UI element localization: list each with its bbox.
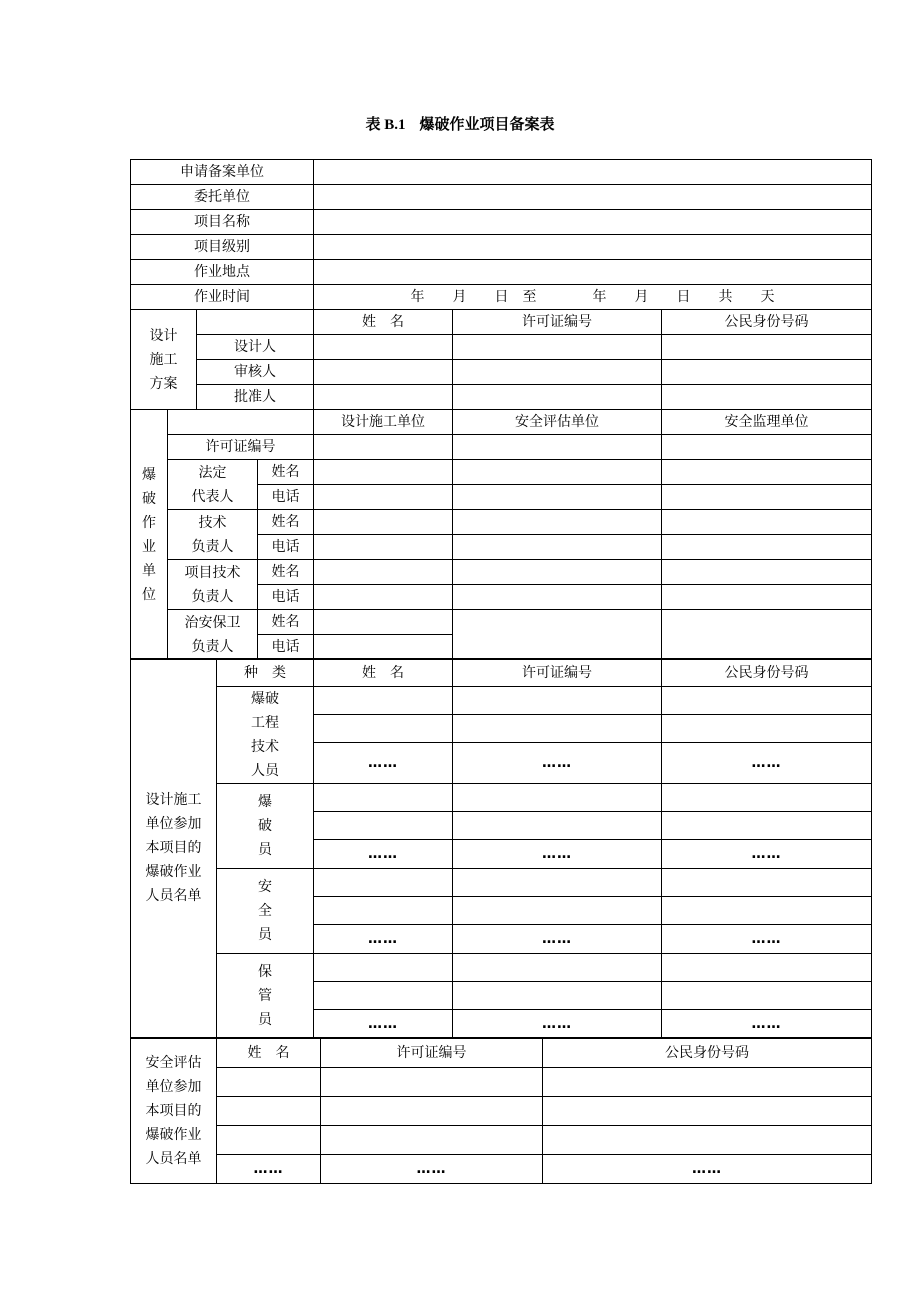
plan-col-license: 许可证编号 [453,310,662,335]
name-field[interactable] [314,869,453,897]
tech-name-assess[interactable] [453,510,662,535]
approver-id-field[interactable] [662,385,872,410]
project-tech-phone-design[interactable] [314,585,453,610]
staff-section-label [131,659,217,1038]
license-field[interactable] [321,1097,543,1126]
unit-license-design[interactable] [314,435,453,460]
staff-label-line: 单位参加 [145,816,202,832]
category-char: 员 [258,927,272,943]
unit-label-char: 爆 [142,466,156,483]
project-name-field[interactable] [314,210,872,235]
plan-section-label [131,310,197,410]
staff-label-line: 爆破作业 [145,864,202,880]
id-field[interactable] [543,1126,872,1155]
tech-lead-line: 负责人 [191,538,234,555]
license-field[interactable] [453,982,662,1010]
tech-phone-supervise[interactable] [662,535,872,560]
site-field[interactable] [314,260,872,285]
project-tech-phone-assess[interactable] [453,585,662,610]
ellipsis: …… [321,1155,543,1184]
plan-col-name: 姓 名 [314,310,453,335]
site-label: 作业地点 [131,260,314,285]
name-field[interactable] [314,897,453,925]
project-tech-lead-line: 项目技术 [184,564,241,581]
name-field[interactable] [217,1097,321,1126]
project-tech-name-design[interactable] [314,560,453,585]
unit-license-supervise[interactable] [662,435,872,460]
approver-license-field[interactable] [453,385,662,410]
category-blaster-label [217,784,314,869]
category-char: 管 [258,987,272,1004]
assess-section-label [131,1039,217,1184]
staff-table [130,658,872,1038]
name-field[interactable] [217,1068,321,1097]
project-tech-name-supervise[interactable] [662,560,872,585]
assess-label-line: 爆破作业 [145,1127,202,1143]
tech-phone-assess[interactable] [453,535,662,560]
legal-rep-line: 代表人 [191,488,234,505]
ellipsis: …… [543,1155,872,1184]
id-field[interactable] [662,869,872,897]
staff-col-name: 姓 名 [314,659,453,687]
assess-label-line: 单位参加 [145,1079,202,1095]
name-field[interactable] [314,954,453,982]
unit-license-label: 许可证编号 [168,435,314,460]
id-field[interactable] [662,687,872,715]
approver-name-field[interactable] [314,385,453,410]
ellipsis: …… [662,840,872,869]
license-field[interactable] [453,687,662,715]
tech-phone-label: 电话 [258,535,314,560]
security-supervise-blank [662,610,872,660]
project-level-field[interactable] [314,235,872,260]
table-number: 表 B.1 [365,117,406,133]
security-name-design[interactable] [314,610,453,635]
name-field[interactable] [314,784,453,812]
ellipsis: …… [453,743,662,784]
legal-rep-label [168,460,258,510]
project-level-label: 项目级别 [131,235,314,260]
security-assess-blank [453,610,662,660]
ellipsis: …… [314,925,453,954]
security-lead-label [168,610,258,660]
id-field[interactable] [543,1068,872,1097]
plan-label-line: 方案 [149,375,178,392]
license-field[interactable] [453,897,662,925]
name-field[interactable] [314,812,453,840]
project-tech-name-label: 姓名 [258,560,314,585]
legal-name-label: 姓名 [258,460,314,485]
category-keeper-label [217,954,314,1038]
security-phone-design[interactable] [314,635,453,660]
ellipsis: …… [314,840,453,869]
legal-name-design[interactable] [314,460,453,485]
plan-corner [197,310,314,335]
unit-col-supervise: 安全监理单位 [662,410,872,435]
tech-name-supervise[interactable] [662,510,872,535]
staff-label-line: 本项目的 [145,840,202,856]
assess-label-line: 人员名单 [145,1151,202,1167]
category-char: 全 [258,903,272,919]
applicant-label: 申请备案单位 [131,160,314,185]
ellipsis: …… [314,1010,453,1038]
tech-name-design[interactable] [314,510,453,535]
category-char: 工程 [251,715,279,731]
legal-phone-supervise[interactable] [662,485,872,510]
legal-name-supervise[interactable] [662,460,872,485]
ellipsis: …… [217,1155,321,1184]
ellipsis: …… [453,840,662,869]
assess-table [130,1038,872,1184]
legal-phone-label: 电话 [258,485,314,510]
category-char: 破 [258,818,272,834]
designer-license-field[interactable] [453,335,662,360]
time-field[interactable]: 年 月 日 至 年 月 日 共 天 [314,285,872,310]
legal-phone-assess[interactable] [453,485,662,510]
tech-lead-line: 技术 [198,514,227,531]
name-field[interactable] [314,982,453,1010]
main-table [130,159,872,660]
license-field[interactable] [453,715,662,743]
category-char: 保 [258,963,272,980]
id-field[interactable] [662,982,872,1010]
table-name: 爆破作业项目备案表 [419,115,555,133]
category-engineer-label [217,687,314,784]
project-tech-phone-supervise[interactable] [662,585,872,610]
license-field[interactable] [321,1126,543,1155]
security-phone-label: 电话 [258,635,314,660]
reviewer-name-field[interactable] [314,360,453,385]
name-field[interactable] [314,715,453,743]
staff-label-line: 设计施工 [145,792,202,808]
license-field[interactable] [453,869,662,897]
unit-col-design: 设计施工单位 [314,410,453,435]
unit-license-assess[interactable] [453,435,662,460]
ellipsis: …… [662,1010,872,1038]
client-label: 委托单位 [131,185,314,210]
name-field[interactable] [217,1126,321,1155]
id-field[interactable] [662,784,872,812]
unit-label-char: 位 [142,586,156,603]
plan-col-id: 公民身份号码 [662,310,872,335]
name-field[interactable] [314,687,453,715]
assess-col-name: 姓 名 [217,1039,321,1068]
ellipsis: …… [662,925,872,954]
staff-col-type: 种 类 [217,659,314,687]
unit-label-char: 业 [142,538,156,555]
legal-phone-design[interactable] [314,485,453,510]
ellipsis: …… [662,743,872,784]
time-label: 作业时间 [131,285,314,310]
project-tech-name-assess[interactable] [453,560,662,585]
unit-section-label [131,410,168,660]
reviewer-id-field[interactable] [662,360,872,385]
project-tech-phone-label: 电话 [258,585,314,610]
category-char: 安 [258,879,272,895]
category-char: 员 [258,842,272,858]
unit-label-char: 破 [142,490,156,507]
tech-name-label: 姓名 [258,510,314,535]
security-lead-line: 治安保卫 [184,614,241,631]
staff-col-id: 公民身份号码 [662,659,872,687]
tech-lead-label [168,510,258,560]
project-name-label: 项目名称 [131,210,314,235]
unit-label-char: 作 [142,514,156,531]
ellipsis: …… [453,925,662,954]
legal-rep-line: 法定 [198,464,227,481]
plan-label-line: 施工 [149,351,178,368]
id-field[interactable] [543,1097,872,1126]
assess-label-line: 安全评估 [145,1055,202,1071]
assess-label-line: 本项目的 [145,1103,202,1119]
id-field[interactable] [662,897,872,925]
license-field[interactable] [453,784,662,812]
designer-id-field[interactable] [662,335,872,360]
approver-label: 批准人 [197,385,314,410]
client-field[interactable] [314,185,872,210]
category-char: 技术 [251,739,279,755]
designer-label: 设计人 [197,335,314,360]
assess-col-license: 许可证编号 [321,1039,543,1068]
ellipsis: …… [314,743,453,784]
reviewer-label: 审核人 [197,360,314,385]
applicant-field[interactable] [314,160,872,185]
id-field[interactable] [662,954,872,982]
id-field[interactable] [662,715,872,743]
unit-label-char: 单 [142,562,156,579]
plan-label-line: 设计 [149,327,178,344]
ellipsis: …… [453,1010,662,1038]
security-lead-line: 负责人 [191,638,234,655]
staff-col-license: 许可证编号 [453,659,662,687]
category-char: 员 [258,1011,272,1028]
legal-name-assess[interactable] [453,460,662,485]
id-field[interactable] [662,812,872,840]
license-field[interactable] [321,1068,543,1097]
category-char: 爆破 [251,691,279,707]
category-char: 人员 [251,763,279,779]
category-char: 爆 [258,794,272,810]
category-safety-label [217,869,314,954]
form-title [0,113,920,134]
designer-name-field[interactable] [314,335,453,360]
unit-corner [168,410,314,435]
project-tech-lead-line: 负责人 [191,588,234,605]
project-tech-lead-label [168,560,258,610]
license-field[interactable] [453,812,662,840]
security-name-label: 姓名 [258,610,314,635]
tech-phone-design[interactable] [314,535,453,560]
assess-col-id: 公民身份号码 [543,1039,872,1068]
license-field[interactable] [453,954,662,982]
staff-label-line: 人员名单 [145,888,202,904]
unit-col-assess: 安全评估单位 [453,410,662,435]
reviewer-license-field[interactable] [453,360,662,385]
